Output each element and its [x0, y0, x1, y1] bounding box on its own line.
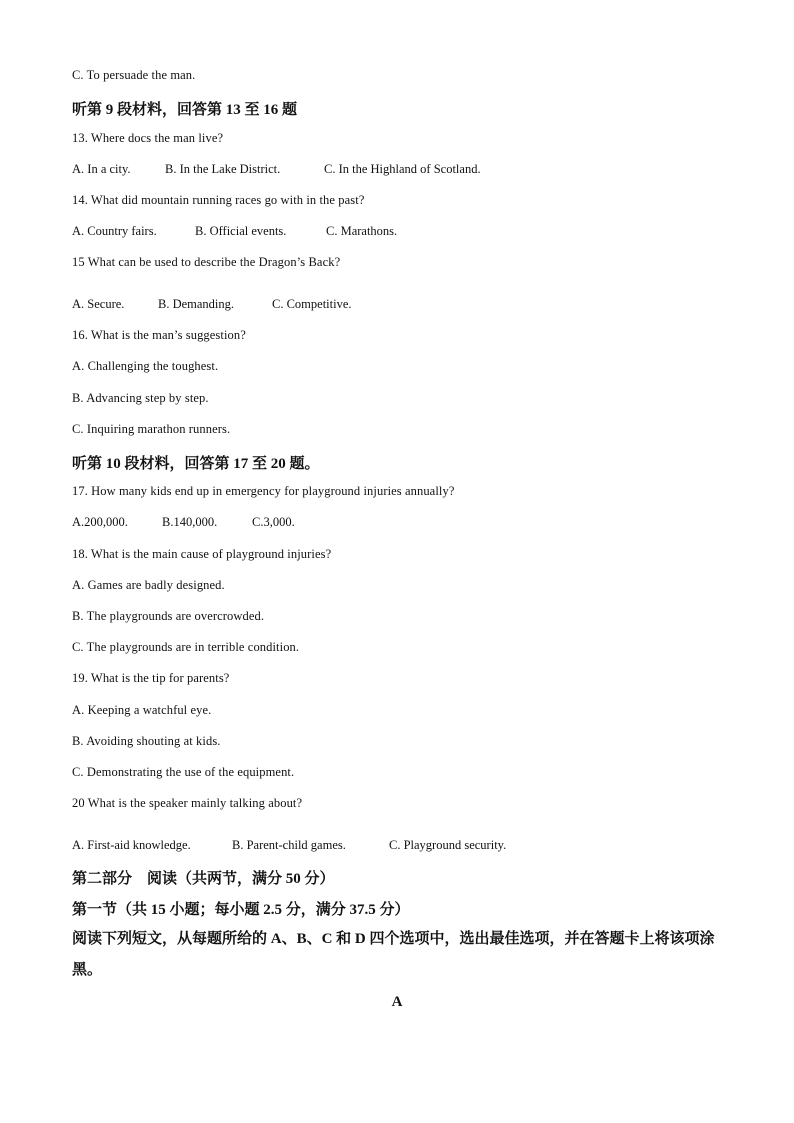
- q15-option-c: C. Competitive.: [272, 297, 352, 311]
- q18-option-a: A. Games are badly designed.: [72, 578, 225, 592]
- q14-stem: 14. What did mountain running races go with in the past?: [72, 193, 365, 207]
- q20-option-b: B. Parent-child games.: [232, 838, 346, 852]
- part-2-heading: 第二部分 阅读（共两节，满分 50 分）: [72, 871, 335, 887]
- q20-option-c: C. Playground security.: [389, 838, 507, 852]
- q13-stem: 13. Where docs the man live?: [72, 131, 224, 145]
- q16-stem: 16. What is the man’s suggestion?: [72, 328, 246, 342]
- section-9-heading: 听第 9 段材料，回答第 13 至 16 题: [72, 102, 298, 118]
- q17-options: [72, 515, 295, 530]
- reading-instruction: 阅读下列短文，从每题所给的 A、B、C 和 D 四个选项中，选出最佳选项，并在答题卡上将该项涂黑。: [72, 931, 715, 978]
- q20-options: [72, 838, 506, 853]
- q19-option-a: A. Keeping a watchful eye.: [72, 703, 212, 717]
- q18-stem: 18. What is the main cause of playground injuries?: [72, 547, 332, 561]
- q13-options: [72, 162, 481, 177]
- q13-option-b: B. In the Lake District.: [165, 162, 281, 176]
- q17-stem: 17. How many kids end up in emergency for playground injuries annually?: [72, 484, 455, 498]
- q14-options: [72, 224, 397, 239]
- q20-option-a: A. First-aid knowledge.: [72, 838, 191, 852]
- q16-option-b: B. Advancing step by step.: [72, 391, 209, 405]
- q19-stem: 19. What is the tip for parents?: [72, 671, 230, 685]
- q18-option-c: C. The playgrounds are in terrible condition.: [72, 640, 300, 654]
- q17-option-b: B.140,000.: [162, 515, 218, 529]
- passage-label: A: [391, 994, 403, 1010]
- q14-option-a: A. Country fairs.: [72, 224, 157, 238]
- q19-option-c: C. Demonstrating the use of the equipment.: [72, 765, 295, 779]
- q19-option-b: B. Avoiding shouting at kids.: [72, 734, 221, 748]
- q15-option-b: B. Demanding.: [158, 297, 235, 311]
- q13-option-a: A. In a city.: [72, 162, 131, 176]
- q12-option-c: C. To persuade the man.: [72, 68, 196, 82]
- q17-option-c: C.3,000.: [252, 515, 295, 529]
- q14-option-c: C. Marathons.: [326, 224, 398, 238]
- q14-option-b: B. Official events.: [195, 224, 287, 238]
- q15-options: [72, 297, 352, 312]
- q16-option-a: A. Challenging the toughest.: [72, 359, 219, 373]
- q20-stem: 20 What is the speaker mainly talking about?: [72, 796, 303, 810]
- q17-option-a: A.200,000.: [72, 515, 128, 529]
- q18-option-b: B. The playgrounds are overcrowded.: [72, 609, 265, 623]
- section-10-heading: 听第 10 段材料，回答第 17 至 20 题。: [72, 456, 320, 472]
- q15-option-a: A. Secure.: [72, 297, 125, 311]
- q13-option-c: C. In the Highland of Scotland.: [324, 162, 481, 176]
- section-1-heading: 第一节（共 15 小题；每小题 2.5 分，满分 37.5 分）: [72, 902, 410, 918]
- q15-stem: 15 What can be used to describe the Dragon’s Back?: [72, 255, 341, 269]
- q16-option-c: C. Inquiring marathon runners.: [72, 422, 231, 436]
